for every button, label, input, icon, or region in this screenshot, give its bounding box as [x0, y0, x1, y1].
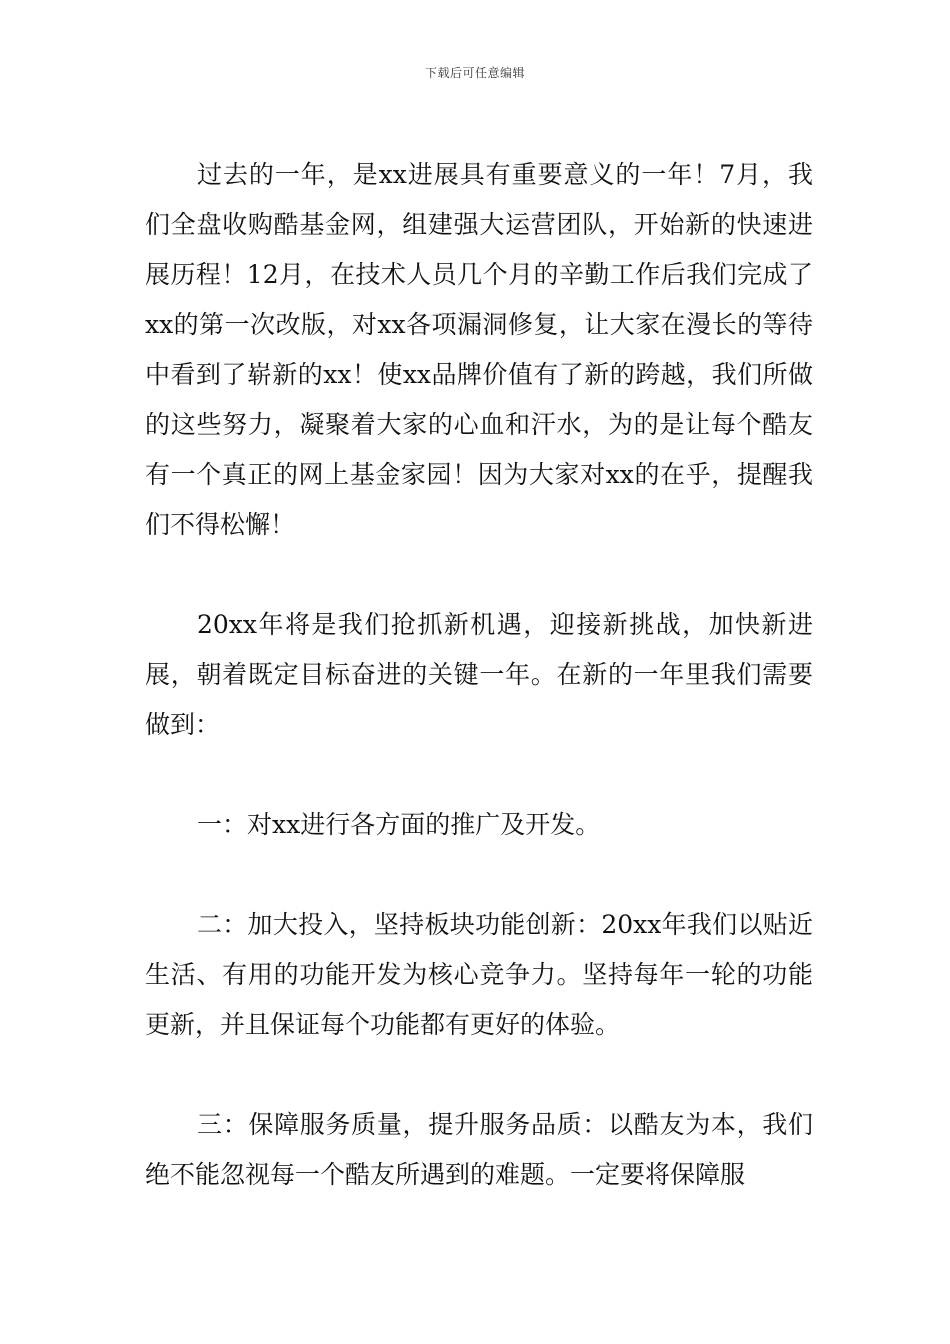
paragraph-item-two: 二：加大投入，坚持板块功能创新：20xx年我们以贴近生活、有用的功能开发为核心竞争力。坚持每年一轮的功能更新，并且保证每个功能都有更好的体验。	[145, 910, 813, 1039]
paragraph-item-one: 一：对xx进行各方面的推广及开发。	[197, 810, 601, 839]
document-body	[145, 150, 813, 1200]
page-header: 下载后可任意编辑	[424, 66, 525, 80]
paragraph-gap	[145, 750, 813, 800]
paragraph-plan: 20xx年将是我们抢抓新机遇，迎接新挑战，加快新进展，朝着既定目标奋进的关键一年。在新的一年里我们需要做到：	[145, 610, 813, 739]
paragraph-gap	[145, 850, 813, 900]
paragraph-review: 过去的一年，是xx进展具有重要意义的一年！7月，我们全盘收购酷基金网，组建强大运营团队，开始新的快速进展历程！12月，在技术人员几个月的辛勤工作后我们完成了xx的第一次改版，对xx各项漏洞修复，让大家在漫长的等待中看到了崭新的xx！使xx品牌价值有了新的跨越，我们所做的这些努力，凝聚着大家的心血和汗水，为的是让每个酷友有一个真正的网上基金家园！因为大家对xx的在乎，提醒我们不得松懈！	[145, 160, 813, 539]
paragraph-gap	[145, 1050, 813, 1100]
paragraph-item-three: 三：保障服务质量，提升服务品质：以酷友为本，我们绝不能忽视每一个酷友所遇到的难题。一定要将保障服	[145, 1110, 813, 1189]
paragraph-gap	[145, 550, 813, 600]
